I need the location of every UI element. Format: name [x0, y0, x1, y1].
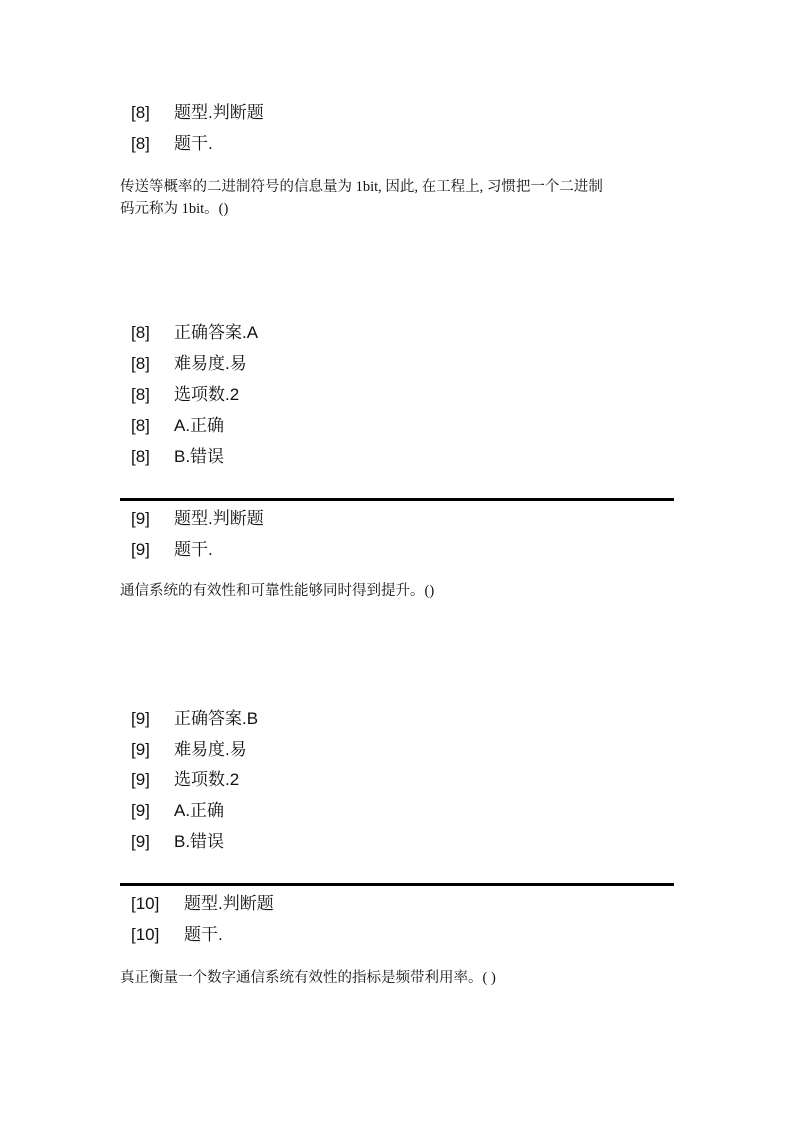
q9-number: [9]	[131, 801, 150, 820]
q8-answer: 正确答案.A	[174, 323, 259, 342]
q8-number: [8]	[131, 323, 150, 342]
q9-number: [9]	[131, 770, 150, 789]
q10-number: [10]	[131, 894, 160, 913]
q8-number: [8]	[131, 385, 150, 404]
q8-number: [8]	[131, 354, 150, 373]
q9-number: [9]	[131, 740, 150, 759]
q10-type: 题型.判断题	[184, 894, 274, 913]
section-divider	[120, 883, 674, 886]
q9-option-a: A.正确	[174, 801, 225, 820]
q8-number: [8]	[131, 447, 150, 466]
q8-option-b: B.错误	[174, 447, 225, 466]
q9-number: [9]	[131, 709, 150, 728]
q9-stem	[120, 580, 665, 602]
q8-stem-line-2: 码元称为 1bit。()	[120, 201, 229, 217]
q10-stem-line-1: 真正衡量一个数字通信系统有效性的指标是频带利用率。( )	[120, 970, 496, 986]
q10-stem	[120, 967, 665, 989]
q9-difficulty: 难易度.易	[174, 740, 247, 759]
q8-number: [8]	[131, 134, 150, 153]
q10-number: [10]	[131, 925, 160, 944]
q8-option-count: 选项数.2	[174, 385, 240, 404]
q8-type: 题型.判断题	[174, 103, 264, 122]
q8-number: [8]	[131, 103, 150, 122]
section-divider	[120, 498, 674, 501]
q8-stem-line-1: 传送等概率的二进制符号的信息量为 1bit, 因此, 在工程上, 习惯把一个二进制	[120, 179, 603, 195]
q8-difficulty: 难易度.易	[174, 354, 247, 373]
q9-type: 题型.判断题	[174, 509, 264, 528]
q9-number: [9]	[131, 509, 150, 528]
q9-stem-label: 题干.	[174, 540, 213, 559]
q9-stem-line-1: 通信系统的有效性和可靠性能够同时得到提升。()	[120, 583, 435, 599]
q8-number: [8]	[131, 416, 150, 435]
q9-option-b: B.错误	[174, 832, 225, 851]
q8-stem	[120, 176, 665, 220]
q9-option-count: 选项数.2	[174, 770, 240, 789]
q9-answer: 正确答案.B	[174, 709, 259, 728]
q9-number: [9]	[131, 832, 150, 851]
q8-option-a: A.正确	[174, 416, 225, 435]
q9-number: [9]	[131, 540, 150, 559]
q10-stem-label: 题干.	[184, 925, 223, 944]
q8-stem-label: 题干.	[174, 134, 213, 153]
